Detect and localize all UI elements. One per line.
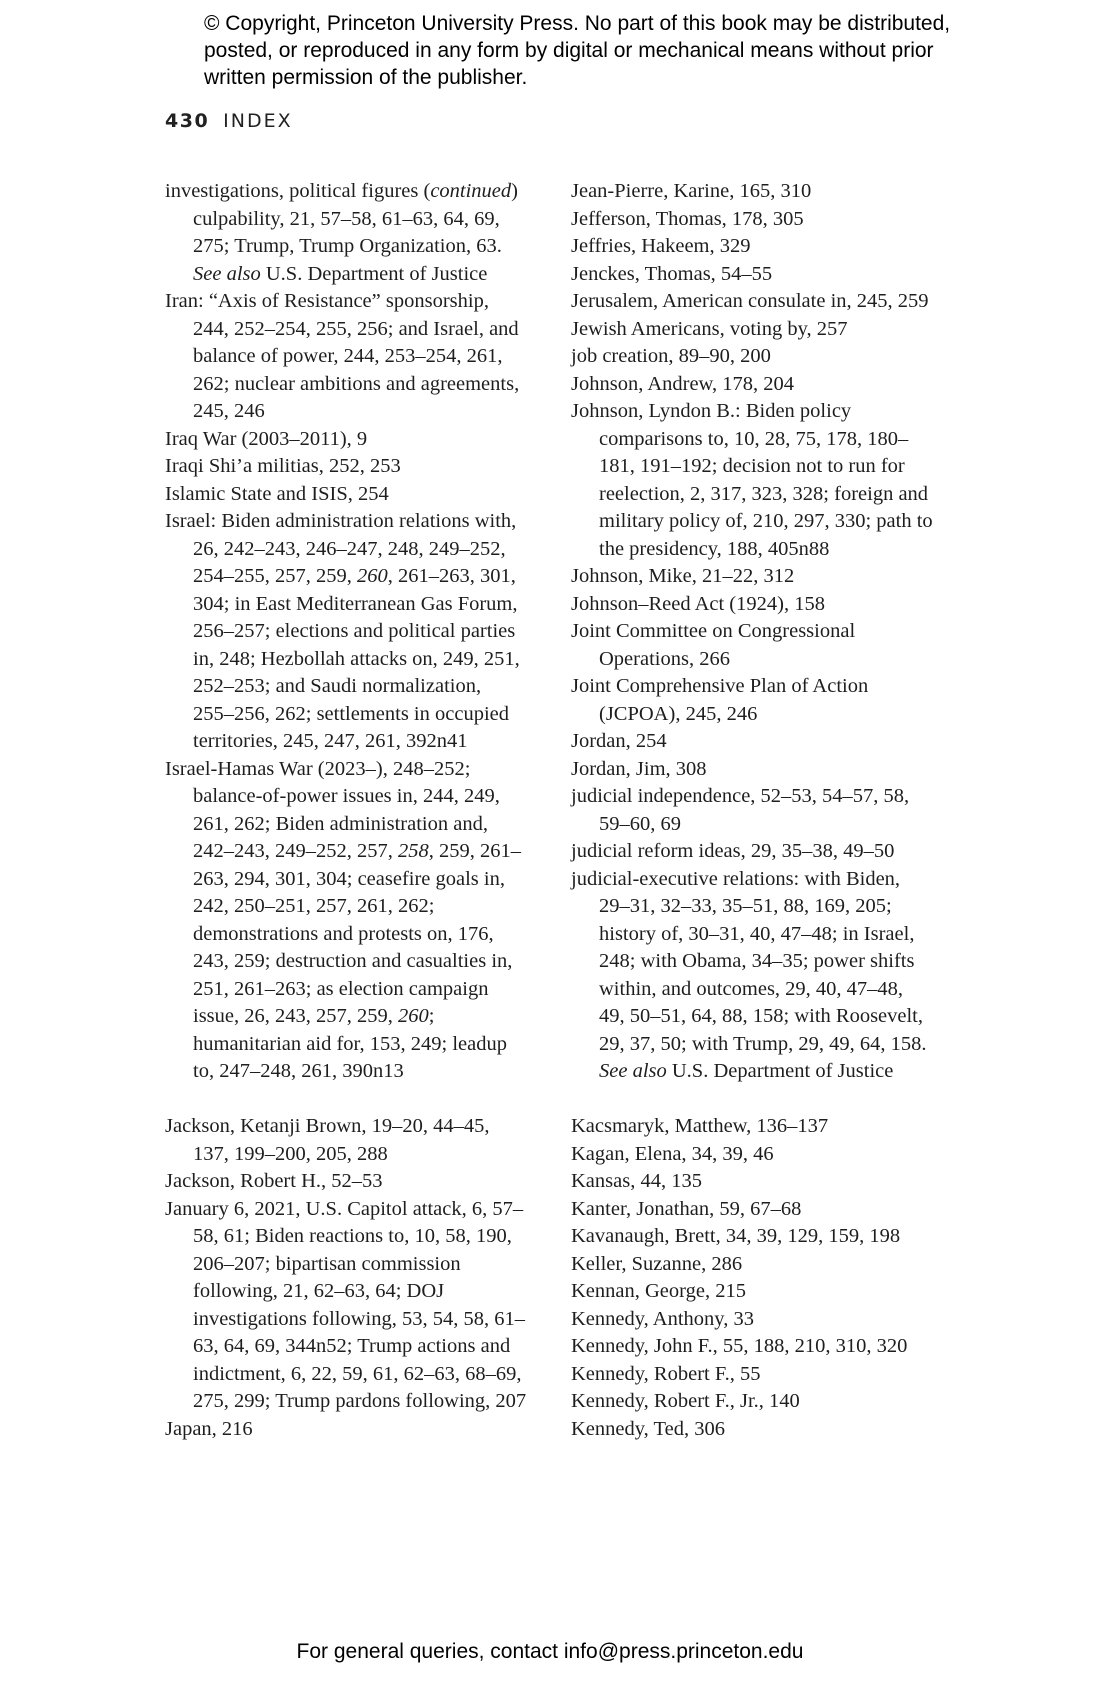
- index-entry: [571, 1333, 933, 1361]
- footer-contact: For general queries, contact info@press.princeton.edu: [296, 1640, 804, 1663]
- index-entry-text: Jerusalem, American consulate in, 245, 259: [571, 290, 929, 312]
- index-entry: [165, 756, 527, 1086]
- index-entry-text: Jean-Pierre, Karine, 165, 310: [571, 180, 812, 202]
- index-entry-text: Jordan, 254: [571, 730, 667, 752]
- index-entry-text: Kansas, 44, 135: [571, 1170, 702, 1192]
- index-entry: [165, 453, 527, 481]
- index-entry: [571, 288, 933, 316]
- index-entry: [571, 1141, 933, 1169]
- index-entry-text: Israel-Hamas War (2023–), 248–252; balance-of-power issues in, 244, 249, 261, 262; Biden administration and, 242–243, 249–252, 257,: [165, 757, 500, 862]
- index-entry: [571, 673, 933, 728]
- index-entry: [165, 508, 527, 756]
- index-entry: [571, 343, 933, 371]
- letter-group-gap: [571, 1086, 933, 1114]
- index-entry-text: , 261–263, 301, 304; in East Mediterranean Gas Forum, 256–257; elections and political parties in, 248; Hezbollah attacks on, 249, 251, 252–253; and Saudi normalization, 255–256, 262; settlements in occupied territories, 245, 247, 261, 392n41: [193, 565, 520, 752]
- index-entry: [165, 1416, 527, 1444]
- index-entry-text: Islamic State and ISIS, 254: [165, 482, 389, 505]
- index-entry-italic: 260: [357, 565, 388, 587]
- index-entry-text: job creation, 89–90, 200: [571, 345, 771, 367]
- section-title: INDEX: [223, 110, 293, 132]
- index-entry: [165, 481, 527, 509]
- index-entry-text: Johnson, Lyndon B.: Biden policy comparisons to, 10, 28, 75, 178, 180–181, 191–192; decision not to run for reelection, 2, 317, 323, 328; foreign and military policy of, 210, 297, 330; path to the presidency, 188, 405n88: [571, 400, 933, 560]
- index-entry-text: ; humanitarian aid for, 153, 249; leadup to, 247–248, 261, 390n13: [193, 1005, 507, 1082]
- index-entry: [571, 1361, 933, 1389]
- index-entry: [165, 426, 527, 454]
- index-entry: [165, 1113, 527, 1168]
- index-entry-text: ) culpability, 21, 57–58, 61–63, 64, 69, 275; Trump, Trump Organization, 63.: [193, 180, 518, 257]
- index-entry-text: Kennan, George, 215: [571, 1280, 746, 1302]
- index-entry: [571, 1168, 933, 1196]
- index-entry: [571, 783, 933, 838]
- index-entry-text: Iraqi Shi’a militias, 252, 253: [165, 455, 401, 477]
- index-entry: [571, 591, 933, 619]
- index-entry: [571, 206, 933, 234]
- index-entry-text: Japan, 216: [165, 1417, 253, 1440]
- index-entry-text: Joint Committee on Congressional Operations, 266: [571, 620, 856, 670]
- index-entry-text: Kennedy, Ted, 306: [571, 1417, 725, 1440]
- index-entry-italic: 258: [398, 840, 429, 862]
- index-entry-text: Kanter, Jonathan, 59, 67–68: [571, 1197, 802, 1220]
- index-entry: [571, 728, 933, 756]
- index-entry: [165, 1168, 527, 1196]
- letter-group-gap: [165, 1086, 527, 1114]
- index-entry-text: Jeffries, Hakeem, 329: [571, 235, 751, 257]
- index-entry-text: Johnson, Andrew, 178, 204: [571, 372, 795, 395]
- index-entry-text: Iraq War (2003–2011), 9: [165, 427, 368, 450]
- index-entry-text: Kennedy, Anthony, 33: [571, 1307, 754, 1330]
- index-entry-italic: 260: [398, 1005, 429, 1027]
- index-entry: [571, 563, 933, 591]
- index-entry-text: judicial independence, 52–53, 54–57, 58, 59–60, 69: [571, 785, 910, 835]
- index-entry-text: Jordan, Jim, 308: [571, 757, 707, 780]
- index-entry-text: January 6, 2021, U.S. Capitol attack, 6, 57–58, 61; Biden reactions to, 10, 58, 190, 206–207; bipartisan commission following, 21, 62–63, 64; DOJ investigations following, 53, 54, 58, 61–63, 64, 69, 344n52; Trump actions and indictment, 6, 22, 59, 61, 62–63, 68–69, 275, 299; Trump pardons following, 207: [165, 1197, 527, 1412]
- index-entry-text: Johnson, Mike, 21–22, 312: [571, 565, 795, 587]
- index-entry: [571, 838, 933, 866]
- index-entry: [571, 371, 933, 399]
- index-column-left: [165, 178, 527, 1443]
- page-header: [165, 110, 293, 132]
- index-entry-text: Johnson–Reed Act (1924), 158: [571, 592, 825, 615]
- index-entry: [571, 178, 933, 206]
- index-entry-italic: continued: [430, 180, 512, 202]
- index-entry-italic: See also: [599, 1060, 667, 1082]
- index-entry-text: Joint Comprehensive Plan of Action (JCPOA), 245, 246: [571, 675, 869, 725]
- index-entry: [571, 1388, 933, 1416]
- index-entry: [571, 618, 933, 673]
- index-entry-text: Jewish Americans, voting by, 257: [571, 317, 848, 340]
- index-entry: [571, 866, 933, 1086]
- index-entry: [571, 1278, 933, 1306]
- index-entry-text: Kennedy, John F., 55, 188, 210, 310, 320: [571, 1335, 908, 1357]
- index-entry: [165, 1196, 527, 1416]
- index-entry-text: Kennedy, Robert F., Jr., 140: [571, 1390, 800, 1412]
- index-entry: [571, 261, 933, 289]
- index-entry-text: Israel: Biden administration relations with, 26, 242–243, 246–247, 248, 249–252, 254–255, 257, 259,: [165, 510, 517, 587]
- index-entry: [571, 756, 933, 784]
- index-entry: [571, 233, 933, 261]
- index-entry-text: Jackson, Ketanji Brown, 19–20, 44–45, 137, 199–200, 205, 288: [165, 1115, 490, 1165]
- index-entry-text: Kacsmaryk, Matthew, 136–137: [571, 1115, 829, 1137]
- index-entry: [571, 1196, 933, 1224]
- index-entry-text: U.S. Department of Justice: [260, 262, 488, 285]
- index-entry: [571, 1306, 933, 1334]
- index-entry-text: investigations, political figures (: [165, 180, 431, 202]
- index-entry-text: Kagan, Elena, 34, 39, 46: [571, 1142, 774, 1165]
- index-entry-italic: See also: [193, 262, 261, 285]
- index-entry: [571, 1251, 933, 1279]
- index-column-right: [571, 178, 933, 1443]
- index-entry-text: Keller, Suzanne, 286: [571, 1252, 743, 1275]
- index-entry: [165, 178, 527, 288]
- index-entry-text: Kavanaugh, Brett, 34, 39, 129, 159, 198: [571, 1225, 901, 1247]
- index-entry: [571, 398, 933, 563]
- copyright-notice: © Copyright, Princeton University Press. No part of this book may be distributed, posted, or reproduced in any form by digital or mechanical means without prior written permission of the publisher.: [204, 12, 951, 89]
- index-entry-text: Kennedy, Robert F., 55: [571, 1362, 761, 1385]
- index-entry: [571, 1416, 933, 1444]
- index-entry-text: Iran: “Axis of Resistance” sponsorship, 244, 252–254, 255, 256; and Israel, and balance of power, 244, 253–254, 261, 262; nuclear ambitions and agreements, 245, 246: [165, 290, 520, 422]
- index-entry: [571, 316, 933, 344]
- index-entry-text: judicial reform ideas, 29, 35–38, 49–50: [571, 840, 895, 862]
- index-entry-text: , 259, 261–263, 294, 301, 304; ceasefire goals in, 242, 250–251, 257, 261, 262; demonstrations and protests on, 176, 243, 259; destruction and casualties in, 251, 261–263; as election campaign issue, 26, 243, 257, 259,: [193, 840, 521, 1027]
- index-entry-text: U.S. Department of Justice: [666, 1060, 894, 1082]
- index-entry-text: judicial-executive relations: with Biden, 29–31, 32–33, 35–51, 88, 169, 205; history of, 30–31, 40, 47–48; in Israel, 248; with Obama, 34–35; power shifts within, and outcomes, 29, 40, 47–48, 49, 50–51, 64, 88, 158; with Roosevelt, 29, 37, 50; with Trump, 29, 49, 64, 158.: [571, 867, 927, 1055]
- index-entry: [571, 1223, 933, 1251]
- index-entry-text: Jefferson, Thomas, 178, 305: [571, 207, 804, 230]
- index-entry: [165, 288, 527, 426]
- index-entry-text: Jackson, Robert H., 52–53: [165, 1170, 383, 1192]
- index-entry: [571, 1113, 933, 1141]
- page-number: 430: [165, 110, 210, 132]
- index-entry-text: Jenckes, Thomas, 54–55: [571, 262, 773, 285]
